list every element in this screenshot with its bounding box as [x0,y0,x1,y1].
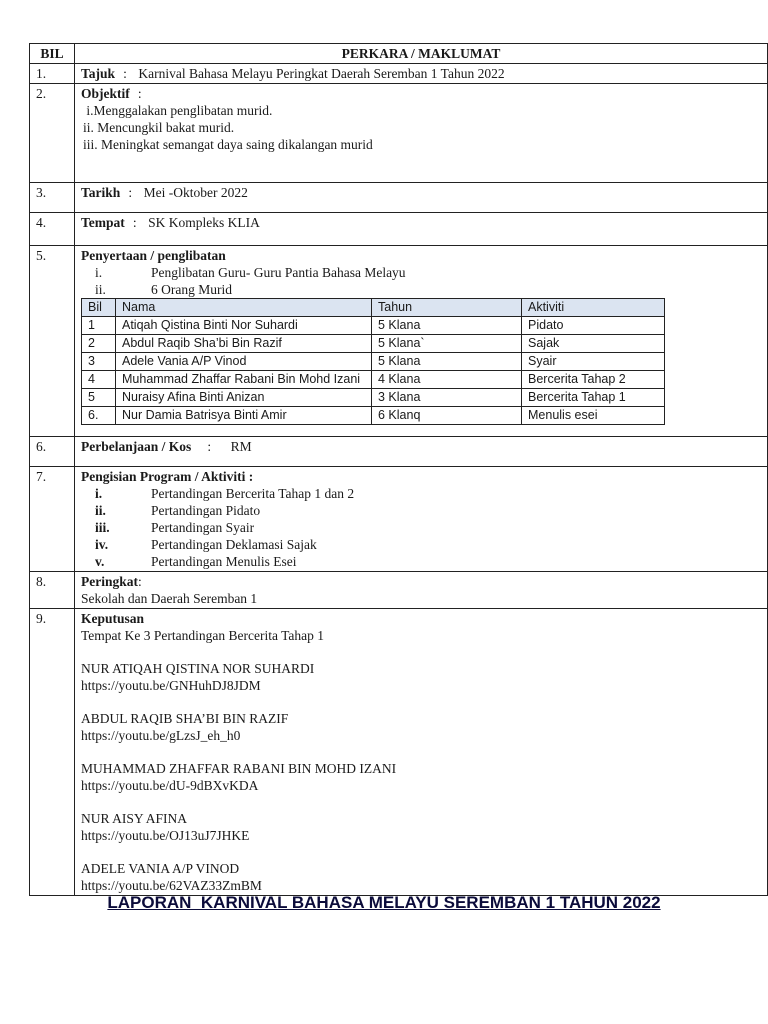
row-label: Penyertaan / penglibatan [81,248,226,263]
table-row: 4 Muhammad Zhaffar Rabani Bin Mohd Izani 4 Klana Bercerita Tahap 2 [82,371,665,389]
row-number: 4. [30,213,75,246]
row-number: 6. [30,437,75,467]
row-number: 5. [30,246,75,437]
row-keputusan [30,609,768,896]
row-label: Pengisian Program / Aktiviti : [81,469,254,484]
table-row: 6. Nur Damia Batrisya Binti Amir 6 Klanq Menulis esei [82,407,665,425]
row-number: 8. [30,572,75,609]
row-label: Objektif [81,86,130,101]
row-pengisian [30,467,768,572]
row-tempat: 4. Tempat : SK Kompleks KLIA [30,213,768,246]
table-row: 2 Abdul Raqib Sha’bi Bin Razif 5 Klana` Sajak [82,335,665,353]
participation-list [81,264,761,298]
row-objektif: 2. Objektif : i.Menggalakan penglibatan murid. ii. Mencungkil bakat murid. iii. Meningkat semangat daya saing dikalangan murid [30,84,768,183]
objective-item: ii. Mencungkil bakat murid. [83,120,235,135]
report-title: LAPORAN KARNIVAL BAHASA MELAYU SEREMBAN 1 TAHUN 2022 [107,893,661,912]
row-label: Keputusan [81,611,145,626]
row-label: Tarikh [81,185,121,200]
participant-name: NUR ATIQAH QISTINA NOR SUHARDI [81,661,315,676]
table-row: 3 Adele Vania A/P Vinod 5 Klana Syair [82,353,665,371]
row-tajuk: 1. Tajuk : Karnival Bahasa Melayu Peringkat Daerah Seremban 1 Tahun 2022 [30,64,768,84]
list-item: i. Penglibatan Guru- Guru Pantia Bahasa Melayu [95,265,406,280]
row-number: 7. [30,467,75,572]
row-number: 2. [30,84,75,183]
row-value: Karnival Bahasa Melayu Peringkat Daerah Seremban 1 Tahun 2022 [138,66,505,81]
row-number: 1. [30,64,75,84]
video-link[interactable]: https://youtu.be/gLzsJ_eh_h0 [81,728,241,743]
table-row: 5 Nuraisy Afina Binti Anizan 3 Klana Bercerita Tahap 1 [82,389,665,407]
row-number: 3. [30,183,75,213]
result-entry [81,860,761,894]
list-item: i. Pertandingan Bercerita Tahap 1 dan 2 [95,486,355,501]
row-penyertaan [30,246,768,437]
row-label: Tempat [81,215,125,230]
result-intro: Tempat Ke 3 Pertandingan Bercerita Tahap 1 [81,628,325,643]
header-bil: BIL [30,44,75,64]
report-table [29,43,768,896]
table-row: 1 Atiqah Qistina Binti Nor Suhardi 5 Klana Pidato [82,317,665,335]
row-label: Perbelanjaan / Kos [81,439,192,454]
list-item: ii. 6 Orang Murid [95,282,232,297]
header-perkara: PERKARA / MAKLUMAT [75,44,768,64]
list-item: v. Pertandingan Menulis Esei [95,554,297,569]
row-peringkat: 8. Peringkat: Sekolah dan Daerah Seremban 1 [30,572,768,609]
video-link[interactable]: https://youtu.be/dU-9dBXvKDA [81,778,259,793]
list-item: iii. Pertandingan Syair [95,520,255,535]
participants-header-row: Bil Nama Tahun Aktiviti [82,299,665,317]
row-value: Mei -Oktober 2022 [143,185,248,200]
row-value: SK Kompleks KLIA [148,215,260,230]
result-entry [81,710,761,744]
participant-name: ABDUL RAQIB SHA’BI BIN RAZIF [81,711,289,726]
row-value: Sekolah dan Daerah Seremban 1 [81,591,258,606]
video-link[interactable]: https://youtu.be/GNHuhDJ8JDM [81,678,261,693]
objective-item: iii. Meningkat semangat daya saing dikalangan murid [83,137,373,152]
participant-name: ADELE VANIA A/P VINOD [81,861,240,876]
report-page [29,43,768,896]
row-label: Peringkat [81,574,138,589]
result-entry [81,760,761,794]
video-link[interactable]: https://youtu.be/62VAZ33ZmBM [81,878,262,893]
row-perbelanjaan: 6. Perbelanjaan / Kos : RM [30,437,768,467]
header-row [30,44,768,64]
row-number: 9. [30,609,75,896]
result-entry [81,810,761,844]
participants-table [81,298,665,425]
list-item: iv. Pertandingan Deklamasi Sajak [95,537,317,552]
participant-name: NUR AISY AFINA [81,811,188,826]
activity-list [81,485,761,570]
list-item: ii. Pertandingan Pidato [95,503,261,518]
objective-item: i.Menggalakan penglibatan murid. [83,103,273,118]
participant-name: MUHAMMAD ZHAFFAR RABANI BIN MOHD IZANI [81,761,397,776]
result-entry [81,660,761,694]
row-tarikh: 3. Tarikh : Mei -Oktober 2022 [30,183,768,213]
row-value: RM [230,439,252,454]
video-link[interactable]: https://youtu.be/OJ13uJ7JHKE [81,828,250,843]
row-label: Tajuk [81,66,116,81]
